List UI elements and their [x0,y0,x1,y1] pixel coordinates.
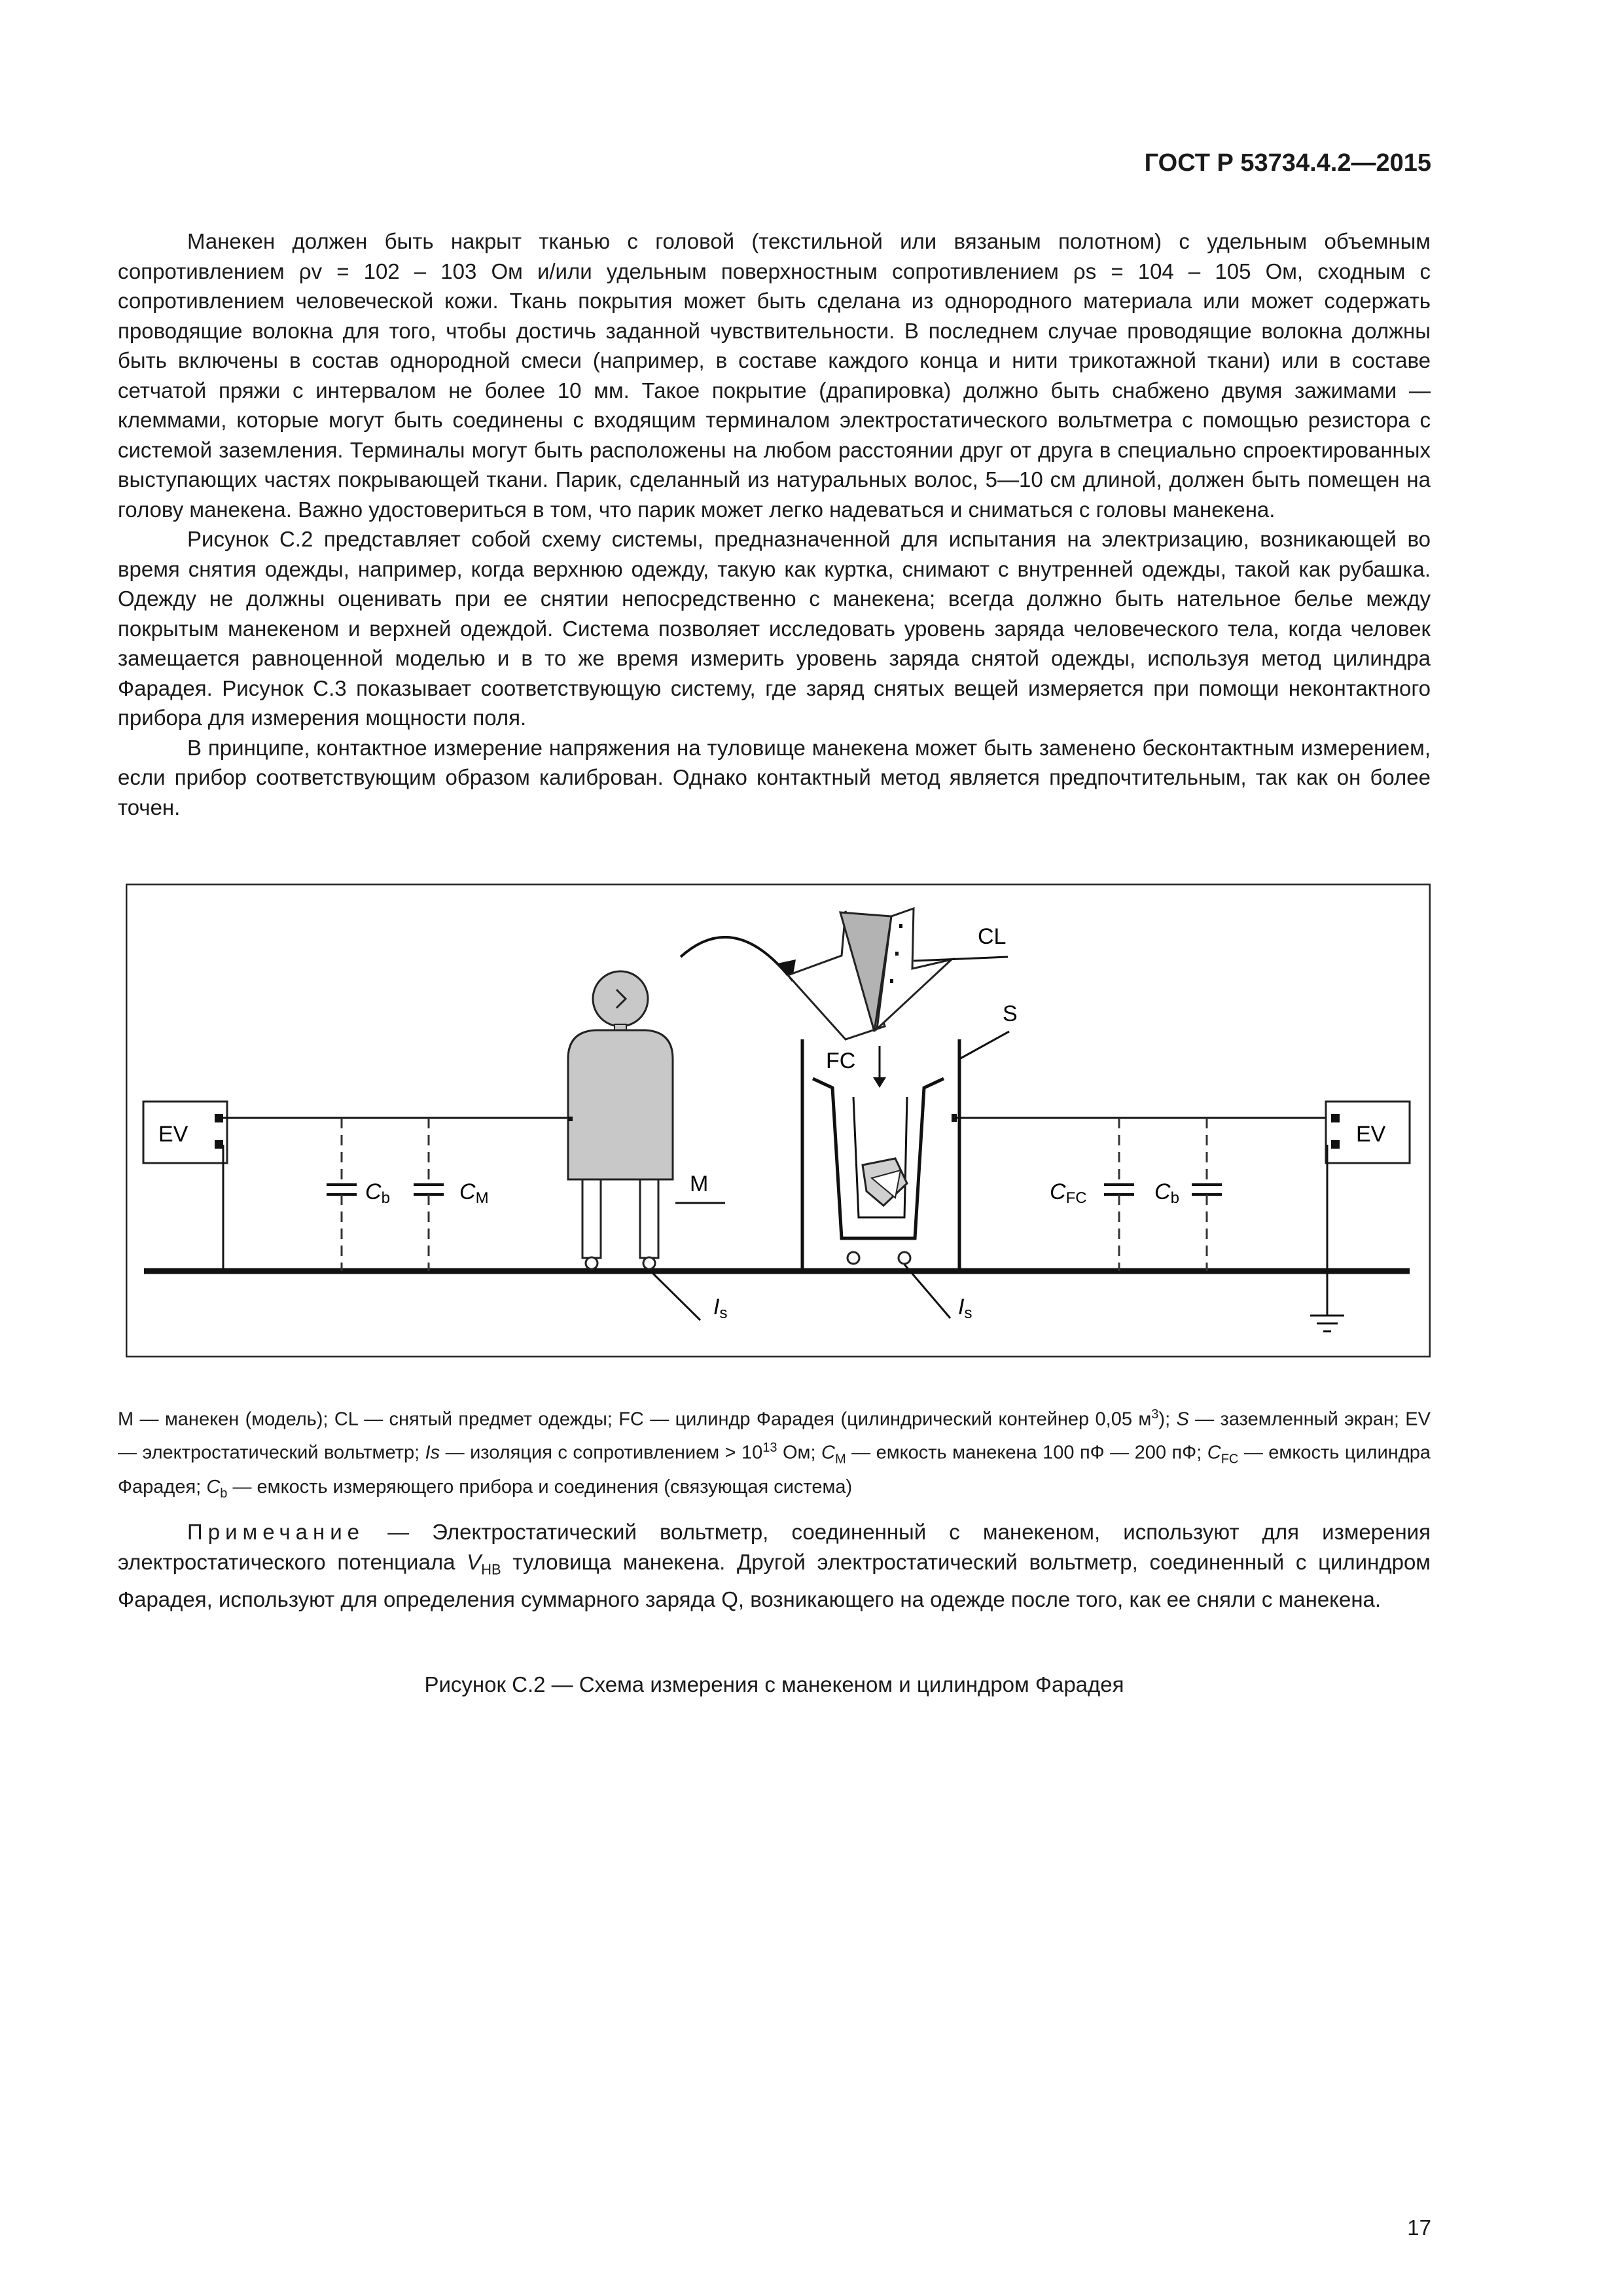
terminal [215,1140,223,1149]
paragraph: В принципе, контактное измерение напряжения на туловище манекена может быть заменено бесконтактным измерением, если прибор соответствующим образом калиброван. Однако контактный метод является предпочтительным, так как он более точен. [118,735,1431,819]
cb-right-label: Cb [1154,1179,1179,1207]
figure-caption: Рисунок С.2 — Схема измерения с манекеном и цилиндром Фарадея [424,1672,1124,1696]
document-header: ГОСТ Р 53734.4.2—2015 [1144,149,1431,177]
s-label: S [1003,1001,1018,1026]
insulation-foot [847,1252,859,1264]
terminal [1331,1140,1340,1149]
mannequin-leg [640,1179,658,1258]
cfc-label: CFC [1050,1179,1087,1207]
is-label-left: Is [713,1295,728,1322]
cm-label: CM [459,1179,489,1207]
mannequin-body [568,1030,673,1179]
note-label: Примечание [187,1520,365,1544]
page-number: 17 [1407,2215,1431,2240]
m-label: M [690,1172,709,1196]
figure-frame [126,884,1430,1357]
terminal [215,1114,223,1122]
fc-label: FC [826,1049,856,1073]
paragraph: Рисунок С.2 представляет собой схему системы, предназначенной для испытания на электризацию, возникающей во время снятия одежды, например, когда верхнюю одежду, такую как куртка, снимают с внутренней одежды, такой как рубашка. Одежду не должны оценивать при ее снятии непосредственно с манекена; всегда должно быть нательное белье между покрытым манекеном и верхней одеждой. Система позволяет исследовать уровень заряда человеческого тела, когда человек замещается равноценной моделью и в то же время измерить уровень заряда снятой одежды, используя метод цилиндра Фарадея. Рисунок С.3 показывает соответствующую систему, где заряд снятых вещей измеряется при помощи неконтактного прибора для измерения мощности поля. [118,527,1431,730]
figure-legend: M — манекен (модель); CL — снятый предмет одежды; FC — цилиндр Фарадея (цилиндрический контейнер 0,05 $м^3$); S — заземленный экран; EV — электростатический вольтметр; Is — изоляция с сопротивлением > $10^{13}$ Ом; $C_M$ — емкость манекена 100 пФ — 200 пФ; $C_{FC}$ — емкость цилиндра Фарадея; $C_b$ — емкость измеряющего прибора и соединения (связующая система) [118,1407,1431,1501]
cb-left-label: Cb [365,1179,390,1207]
body-text [118,226,1431,822]
paragraph: Манекен должен быть накрыт тканью с головой (текстильной или вязаным полотном) с удельным объемным сопротивлением ρv = 102 – 103 Ом и/или удельным поверхностным сопротивлением ρs = 104 – 105 Ом, сходным с сопротивлением человеческой кожи. Ткань покрытия может быть сделана из однородного материала или может содержать проводящие волокна для того, чтобы достичь заданной чувствительности. В последнем случае проводящие волокна должны быть включены в состав однородной смеси (например, в составе каждого конца и нити трикотажной ткани) или в составе сетчатой пряжи с интервалом не более 10 мм. Такое покрытие (драпировка) должно быть снабжено двумя зажимами — клеммами, которые могут быть соединены с входящим терминалом электростатического вольтметра с помощью резистора с системой заземления. Терминалы могут быть расположены на любом расстоянии друг от друга в специально спроектированных выступающих частях покрывающей ткани. Парик, сделанный из натуральных волос, 5—10 см длиной, должен быть помещен на голову манекена. Важно удостовериться в том, что парик может легко надеваться и сниматься с головы манекена. [118,229,1431,522]
measurement-diagram [126,884,1431,1357]
ev-left-label: EV [158,1122,188,1147]
ev-right-label: EV [1356,1122,1386,1147]
insulation-foot [899,1252,910,1264]
terminal [1331,1114,1340,1122]
mannequin-leg [582,1179,601,1258]
cl-label: CL [978,924,1007,949]
is-label-right: Is [958,1295,972,1322]
mannequin-head [593,971,648,1026]
note: Примечание — Электростатический вольтметр, соединенный с манекеном, используют для измерения электростатического потенциала $V_{HB}$ туловища манекена. Другой электростатический вольтметр, соединенный с цилиндром Фарадея, используют для определения суммарного заряда Q, возникающего на одежде после того, как ее сняли с манекена. [118,1520,1431,1611]
insulation-foot [586,1257,597,1269]
insulation-foot [643,1257,655,1269]
